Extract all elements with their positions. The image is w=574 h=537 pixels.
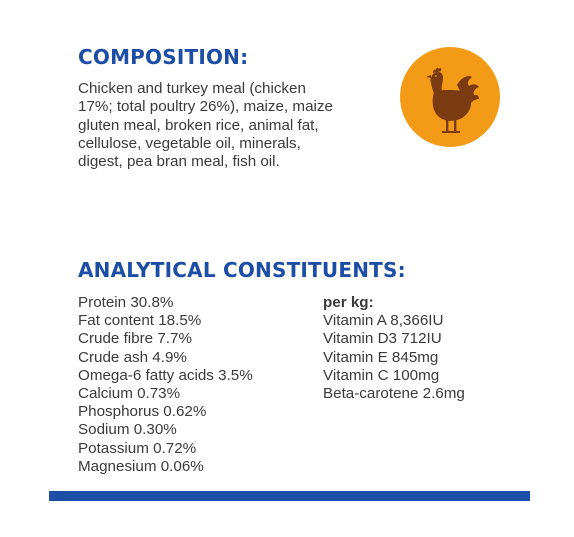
chicken-icon xyxy=(400,47,500,147)
bottom-divider-bar xyxy=(49,491,530,501)
composition-heading: COMPOSITION: xyxy=(78,45,249,69)
constituent-item: Omega-6 fatty acids 3.5% xyxy=(78,366,253,384)
constituent-item: Crude ash 4.9% xyxy=(78,348,187,366)
constituent-item: Magnesium 0.06% xyxy=(78,457,204,475)
vitamin-item: Vitamin D3 712IU xyxy=(323,330,442,348)
constituent-item: Protein 30.8% xyxy=(78,294,174,311)
constituent-item: Phosphorus 0.62% xyxy=(78,403,207,421)
composition-text: Chicken and turkey meal (chicken 17%; total poultry 26%), maize, maize gluten meal, broken rice, animal fat, cellulose, vegetable oil, minerals, digest, pea bran meal, fish oil. xyxy=(78,80,333,171)
vitamin-item: Vitamin C 100mg xyxy=(323,366,440,384)
per-kg-header: per kg: xyxy=(323,294,374,311)
constituent-item: Fat content 18.5% xyxy=(78,312,202,330)
constituent-item: Calcium 0.73% xyxy=(78,385,181,403)
chicken-badge xyxy=(400,47,500,147)
constituent-item: Crude fibre 7.7% xyxy=(78,330,192,348)
constituents-list-left xyxy=(78,294,253,476)
constituent-item: Sodium 0.30% xyxy=(78,421,177,439)
constituents-list-right xyxy=(323,294,465,403)
analytical-constituents-heading: ANALYTICAL CONSTITUENTS: xyxy=(78,258,406,282)
constituent-item: Potassium 0.72% xyxy=(78,439,197,457)
vitamin-item: Vitamin A 8,366IU xyxy=(323,312,444,330)
vitamin-item: Vitamin E 845mg xyxy=(323,348,439,366)
vitamin-item: Beta-carotene 2.6mg xyxy=(323,385,465,403)
